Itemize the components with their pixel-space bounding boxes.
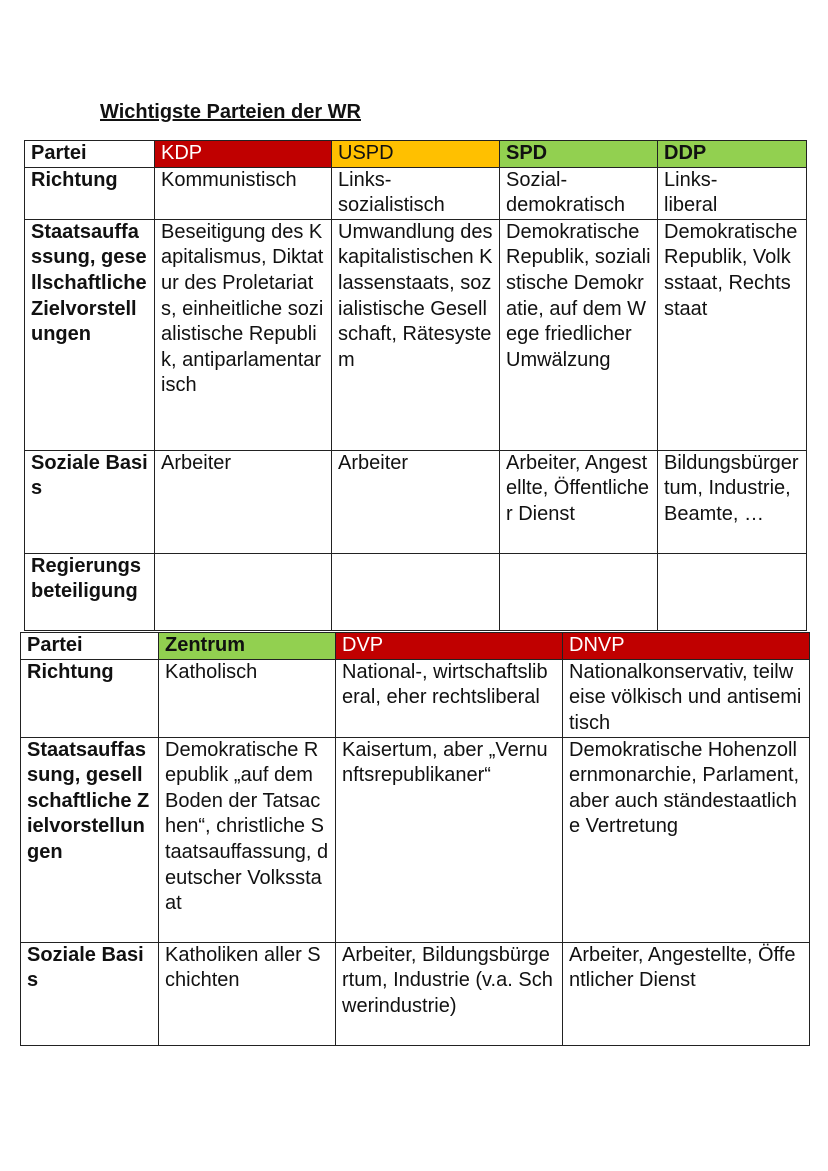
cell-staat-dnvp: Demokratische Hohenzollernmonarchie, Parlament, aber auch ständestaatliche Vertretung	[563, 737, 810, 942]
party-spd: SPD	[500, 141, 658, 168]
table-row-regierung	[25, 553, 807, 630]
cell-staat-ddp: Demokratische Republik, Volksstaat, Rechtsstaat	[658, 219, 807, 450]
cell-staat-dvp: Kaisertum, aber „Vernunftsrepublikaner“	[336, 737, 563, 942]
cell-staat-kdp: Beseitigung des Kapitalismus, Diktatur des Proletariats, einheitliche sozialistische Republik, antiparlamentarisch	[155, 219, 332, 450]
cell-basis-uspd: Arbeiter	[332, 450, 500, 553]
cell-richtung-ddp: Links- liberal	[658, 167, 807, 219]
cell-staat-uspd: Umwandlung des kapitalistischen Klassenstaats, sozialistische Gesellschaft, Rätesystem	[332, 219, 500, 450]
cell-basis-ddp: Bildungsbürgertum, Industrie, Beamte, …	[658, 450, 807, 553]
table-row-partei	[25, 141, 807, 168]
page-title: Wichtigste Parteien der WR	[100, 101, 361, 123]
party-dnvp: DNVP	[563, 633, 810, 660]
cell-regierung-uspd	[332, 553, 500, 630]
cell-richtung-zentrum: Katholisch	[159, 659, 336, 737]
cell-richtung-kdp: Kommunistisch	[155, 167, 332, 219]
party-ddp: DDP	[658, 141, 807, 168]
row-label-regierung: Regierungsbeteiligung	[25, 553, 155, 630]
party-uspd: USPD	[332, 141, 500, 168]
table-row-basis	[21, 942, 810, 1045]
cell-basis-kdp: Arbeiter	[155, 450, 332, 553]
row-label-richtung: Richtung	[21, 659, 159, 737]
cell-staat-zentrum: Demokratische Republik „auf dem Boden der Tatsachen“, christliche Staatsauffassung, deutscher Volksstaat	[159, 737, 336, 942]
party-kdp: KDP	[155, 141, 332, 168]
row-label-staat: Staatsauffassung, gesellschaftliche Zielvorstellungen	[25, 219, 155, 450]
cell-richtung-dnvp: Nationalkonservativ, teilweise völkisch und antisemitisch	[563, 659, 810, 737]
row-label-partei: Partei	[25, 141, 155, 168]
cell-basis-dvp: Arbeiter, Bildungsbürgertum, Industrie (v.a. Schwerindustrie)	[336, 942, 563, 1045]
row-label-basis: Soziale Basis	[21, 942, 159, 1045]
row-label-staat: Staatsauffassung, gesellschaftliche Zielvorstellungen	[21, 737, 159, 942]
cell-basis-dnvp: Arbeiter, Angestellte, Öffentlicher Dienst	[563, 942, 810, 1045]
cell-richtung-uspd: Links- sozialistisch	[332, 167, 500, 219]
cell-basis-zentrum: Katholiken aller Schichten	[159, 942, 336, 1045]
table-row-staat	[25, 219, 807, 450]
cell-regierung-kdp	[155, 553, 332, 630]
cell-regierung-ddp	[658, 553, 807, 630]
cell-richtung-dvp: National-, wirtschaftsliberal, eher rechtsliberal	[336, 659, 563, 737]
party-dvp: DVP	[336, 633, 563, 660]
table-row-partei	[21, 633, 810, 660]
row-label-partei: Partei	[21, 633, 159, 660]
cell-regierung-spd	[500, 553, 658, 630]
cell-richtung-spd: Sozial- demokratisch	[500, 167, 658, 219]
parties-table-2	[20, 632, 810, 1046]
table-row-basis	[25, 450, 807, 553]
party-zentrum: Zentrum	[159, 633, 336, 660]
cell-staat-spd: Demokratische Republik, sozialistische Demokratie, auf dem Wege friedlicher Umwälzung	[500, 219, 658, 450]
row-label-basis: Soziale Basis	[25, 450, 155, 553]
cell-basis-spd: Arbeiter, Angestellte, Öffentlicher Dienst	[500, 450, 658, 553]
row-label-richtung: Richtung	[25, 167, 155, 219]
parties-table-1	[24, 140, 807, 631]
table-row-richtung	[25, 167, 807, 219]
table-row-staat	[21, 737, 810, 942]
table-row-richtung	[21, 659, 810, 737]
